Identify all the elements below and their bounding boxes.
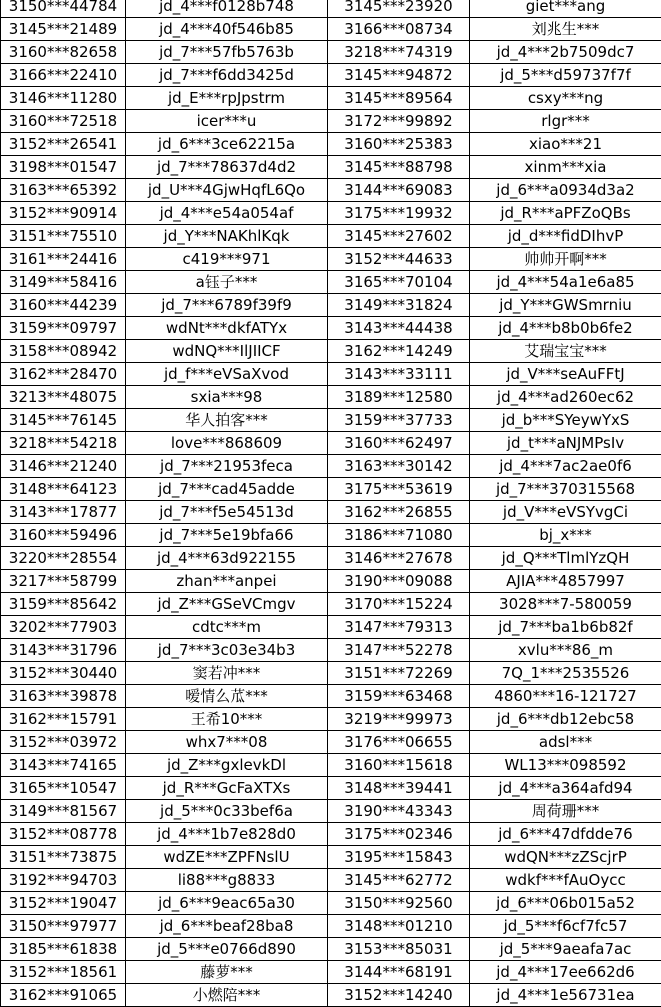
account-cell: jd_R***aPFZoQBs	[470, 202, 661, 225]
phone-cell: 3202***77903	[1, 616, 126, 639]
account-cell: jd_4***54a1e6a85	[470, 271, 661, 294]
phone-cell: 3218***54218	[1, 432, 126, 455]
phone-cell: 3162***15791	[1, 708, 126, 731]
table-row	[1, 547, 661, 570]
account-cell: jd_V***eVSYvgCi	[470, 501, 661, 524]
phone-cell: 3159***63468	[328, 685, 470, 708]
phone-cell: 3145***21489	[1, 18, 126, 41]
table-row	[1, 777, 661, 800]
table-row	[1, 18, 661, 41]
phone-cell: 3146***11280	[1, 87, 126, 110]
account-cell: xvlu***86_m	[470, 639, 661, 662]
phone-cell: 3189***12580	[328, 386, 470, 409]
account-cell: jd_U***4GjwHqfL6Qo	[126, 179, 328, 202]
phone-cell: 3159***37733	[328, 409, 470, 432]
table-row	[1, 731, 661, 754]
phone-cell: 3147***52278	[328, 639, 470, 662]
account-cell: jd_4***7ac2ae0f6	[470, 455, 661, 478]
account-cell: jd_7***6789f39f9	[126, 294, 328, 317]
table-row	[1, 501, 661, 524]
phone-cell: 3152***03972	[1, 731, 126, 754]
phone-cell: 3143***33111	[328, 363, 470, 386]
phone-cell: 3145***94872	[328, 64, 470, 87]
account-cell: jd_4***40f546b85	[126, 18, 328, 41]
account-cell: cdtc***m	[126, 616, 328, 639]
account-cell: jd_6***a0934d3a2	[470, 179, 661, 202]
account-cell: 刘兆生***	[470, 18, 661, 41]
table-row	[1, 961, 661, 984]
account-cell: a钰子***	[126, 271, 328, 294]
phone-cell: 3144***69083	[328, 179, 470, 202]
account-cell: csxy***ng	[470, 87, 661, 110]
table-row	[1, 87, 661, 110]
account-cell: jd_4***ad260ec62	[470, 386, 661, 409]
account-cell: jd_t***aNJMPsIv	[470, 432, 661, 455]
table-row	[1, 593, 661, 616]
account-cell: jd_5***9aeafa7ac	[470, 938, 661, 961]
account-cell: jd_4***f0128b748	[126, 0, 328, 18]
account-cell: jd_7***3c03e34b3	[126, 639, 328, 662]
account-cell: AJIA***4857997	[470, 570, 661, 593]
phone-cell: 3152***14240	[328, 984, 470, 1007]
account-cell: jd_V***seAuFFtJ	[470, 363, 661, 386]
account-cell: whx7***08	[126, 731, 328, 754]
account-cell: jd_4***63d922155	[126, 547, 328, 570]
phone-cell: 3160***25383	[328, 133, 470, 156]
table-row	[1, 248, 661, 271]
account-cell: jd_f***eVSaXvod	[126, 363, 328, 386]
phone-cell: 3145***89564	[328, 87, 470, 110]
account-cell: jd_E***rpJpstrm	[126, 87, 328, 110]
phone-cell: 3172***99892	[328, 110, 470, 133]
phone-cell: 3190***43343	[328, 800, 470, 823]
account-cell: jd_6***06b015a52	[470, 892, 661, 915]
account-cell: xiao***21	[470, 133, 661, 156]
phone-cell: 3143***74165	[1, 754, 126, 777]
account-cell: xinm***xia	[470, 156, 661, 179]
account-cell: 4860***16-121727	[470, 685, 661, 708]
account-cell: adsl***	[470, 731, 661, 754]
table-row	[1, 133, 661, 156]
phone-cell: 3166***08734	[328, 18, 470, 41]
phone-cell: 3175***19932	[328, 202, 470, 225]
table-row	[1, 41, 661, 64]
account-cell: jd_Y***GWSmrniu	[470, 294, 661, 317]
phone-cell: 3163***65392	[1, 179, 126, 202]
phone-cell: 3160***59496	[1, 524, 126, 547]
table-row	[1, 386, 661, 409]
account-cell: jd_6***9eac65a30	[126, 892, 328, 915]
phone-cell: 3220***28554	[1, 547, 126, 570]
phone-cell: 3151***73875	[1, 846, 126, 869]
phone-cell: 3150***92560	[328, 892, 470, 915]
account-cell: wdNt***dkfATYx	[126, 317, 328, 340]
account-cell: 帅帅开啊***	[470, 248, 661, 271]
account-cell: 藤萝***	[126, 961, 328, 984]
account-cell: zhan***anpei	[126, 570, 328, 593]
account-cell: wdZE***ZPFNslU	[126, 846, 328, 869]
account-cell: jd_5***f6cf7fc57	[470, 915, 661, 938]
account-cell: jd_4***1b7e828d0	[126, 823, 328, 846]
phone-cell: 3149***81567	[1, 800, 126, 823]
account-cell: jd_6***47dfdde76	[470, 823, 661, 846]
phone-cell: 3152***19047	[1, 892, 126, 915]
phone-cell: 3163***39878	[1, 685, 126, 708]
account-cell: jd_4***e54a054af	[126, 202, 328, 225]
account-cell: jd_7***5e19bfa66	[126, 524, 328, 547]
table-row	[1, 823, 661, 846]
account-cell: li88***g8833	[126, 869, 328, 892]
account-cell: icer***u	[126, 110, 328, 133]
table-row	[1, 271, 661, 294]
table-row	[1, 110, 661, 133]
account-cell: jd_7***cad45adde	[126, 478, 328, 501]
table-row	[1, 800, 661, 823]
phone-cell: 3160***15618	[328, 754, 470, 777]
account-cell: jd_b***SYeywYxS	[470, 409, 661, 432]
phone-cell: 3165***10547	[1, 777, 126, 800]
account-cell: jd_7***f6dd3425d	[126, 64, 328, 87]
phone-cell: 3145***27602	[328, 225, 470, 248]
account-cell: giet***ang	[470, 0, 661, 18]
account-cell: 窦若冲***	[126, 662, 328, 685]
phone-cell: 3190***09088	[328, 570, 470, 593]
phone-cell: 3153***85031	[328, 938, 470, 961]
phone-cell: 3145***62772	[328, 869, 470, 892]
phone-cell: 3145***76145	[1, 409, 126, 432]
phone-cell: 3162***28470	[1, 363, 126, 386]
account-cell: c419***971	[126, 248, 328, 271]
phone-cell: 3162***26855	[328, 501, 470, 524]
account-cell: jd_6***db12ebc58	[470, 708, 661, 731]
account-cell: 艾瑞宝宝***	[470, 340, 661, 363]
account-cell: jd_5***0c33bef6a	[126, 800, 328, 823]
table-row	[1, 915, 661, 938]
account-cell: jd_Z***GSeVCmgv	[126, 593, 328, 616]
table-row	[1, 179, 661, 202]
table-row	[1, 294, 661, 317]
phone-cell: 3159***85642	[1, 593, 126, 616]
account-cell: jd_Q***TlmlYzQH	[470, 547, 661, 570]
account-cell: jd_Z***gxlevkDl	[126, 754, 328, 777]
table-row	[1, 754, 661, 777]
phone-cell: 3145***23920	[328, 0, 470, 18]
phone-cell: 3151***72269	[328, 662, 470, 685]
phone-cell: 3159***09797	[1, 317, 126, 340]
phone-cell: 3166***22410	[1, 64, 126, 87]
account-cell: WL13***098592	[470, 754, 661, 777]
phone-cell: 3152***26541	[1, 133, 126, 156]
table-row	[1, 455, 661, 478]
table-row	[1, 869, 661, 892]
account-cell: jd_4***1e56731ea	[470, 984, 661, 1007]
phone-cell: 3176***06655	[328, 731, 470, 754]
phone-cell: 3151***75510	[1, 225, 126, 248]
table-row	[1, 363, 661, 386]
phone-cell: 3162***91065	[1, 984, 126, 1007]
phone-cell: 3146***27678	[328, 547, 470, 570]
phone-cell: 3195***15843	[328, 846, 470, 869]
account-cell: wdNQ***IlJIICF	[126, 340, 328, 363]
account-cell: wdkf***fAuOycc	[470, 869, 661, 892]
account-cell: bj_x***	[470, 524, 661, 547]
phone-cell: 3213***48075	[1, 386, 126, 409]
account-cell: jd_7***57fb5763b	[126, 41, 328, 64]
phone-cell: 3152***30440	[1, 662, 126, 685]
phone-cell: 3218***74319	[328, 41, 470, 64]
phone-cell: 3146***21240	[1, 455, 126, 478]
phone-cell: 3149***58416	[1, 271, 126, 294]
phone-cell: 3150***97977	[1, 915, 126, 938]
table-row	[1, 409, 661, 432]
table-row	[1, 478, 661, 501]
table-row	[1, 0, 661, 18]
table-row	[1, 202, 661, 225]
phone-cell: 3198***01547	[1, 156, 126, 179]
phone-cell: 3219***99973	[328, 708, 470, 731]
table-row	[1, 708, 661, 731]
account-cell: jd_7***370315568	[470, 478, 661, 501]
phone-cell: 3158***08942	[1, 340, 126, 363]
table-row	[1, 317, 661, 340]
account-cell: sxia***98	[126, 386, 328, 409]
account-cell: jd_4***17ee662d6	[470, 961, 661, 984]
table-row	[1, 616, 661, 639]
table-row	[1, 225, 661, 248]
account-cell: wdQN***zZScjrP	[470, 846, 661, 869]
table-row	[1, 524, 661, 547]
phone-cell: 3145***88798	[328, 156, 470, 179]
phone-cell: 3185***61838	[1, 938, 126, 961]
phone-cell: 3175***02346	[328, 823, 470, 846]
table-row	[1, 984, 661, 1007]
phone-cell: 3186***71080	[328, 524, 470, 547]
account-cell: jd_4***2b7509dc7	[470, 41, 661, 64]
account-cell: jd_d***fidDIhvP	[470, 225, 661, 248]
winners-table-body	[1, 0, 661, 1007]
account-cell: love***868609	[126, 432, 328, 455]
phone-cell: 3149***31824	[328, 294, 470, 317]
account-cell: jd_6***beaf28ba8	[126, 915, 328, 938]
phone-cell: 3152***18561	[1, 961, 126, 984]
account-cell: rlgr***	[470, 110, 661, 133]
account-cell: 王希10***	[126, 708, 328, 731]
phone-cell: 3160***82658	[1, 41, 126, 64]
table-row	[1, 639, 661, 662]
account-cell: jd_7***78637d4d2	[126, 156, 328, 179]
account-cell: 周荷珊***	[470, 800, 661, 823]
phone-cell: 3143***44438	[328, 317, 470, 340]
phone-cell: 3163***30142	[328, 455, 470, 478]
phone-cell: 3161***24416	[1, 248, 126, 271]
phone-cell: 3160***44239	[1, 294, 126, 317]
phone-cell: 3147***79313	[328, 616, 470, 639]
phone-cell: 3144***68191	[328, 961, 470, 984]
table-row	[1, 156, 661, 179]
account-cell: jd_6***3ce62215a	[126, 133, 328, 156]
phone-cell: 3162***14249	[328, 340, 470, 363]
account-cell: jd_5***d59737f7f	[470, 64, 661, 87]
table-row	[1, 892, 661, 915]
phone-cell: 3217***58799	[1, 570, 126, 593]
phone-cell: 3148***01210	[328, 915, 470, 938]
account-cell: jd_7***f5e54513d	[126, 501, 328, 524]
phone-cell: 3148***39441	[328, 777, 470, 800]
account-cell: jd_7***ba1b6b82f	[470, 616, 661, 639]
table-row	[1, 846, 661, 869]
phone-cell: 3150***44784	[1, 0, 126, 18]
phone-cell: 3160***72518	[1, 110, 126, 133]
account-cell: jd_Y***NAKhlKqk	[126, 225, 328, 248]
phone-cell: 3175***53619	[328, 478, 470, 501]
table-row	[1, 570, 661, 593]
phone-cell: 3160***62497	[328, 432, 470, 455]
account-cell: 3028***7-580059	[470, 593, 661, 616]
table-row	[1, 64, 661, 87]
account-cell: 小燃陪***	[126, 984, 328, 1007]
table-row	[1, 432, 661, 455]
account-cell: jd_R***GcFaXTXs	[126, 777, 328, 800]
account-cell: jd_7***21953feca	[126, 455, 328, 478]
table-row	[1, 685, 661, 708]
table-row	[1, 340, 661, 363]
phone-cell: 3165***70104	[328, 271, 470, 294]
phone-cell: 3152***08778	[1, 823, 126, 846]
phone-cell: 3148***64123	[1, 478, 126, 501]
account-cell: jd_5***e0766d890	[126, 938, 328, 961]
phone-cell: 3152***90914	[1, 202, 126, 225]
account-cell: jd_4***b8b0b6fe2	[470, 317, 661, 340]
table-row	[1, 938, 661, 961]
account-cell: 华人拍客***	[126, 409, 328, 432]
phone-cell: 3170***15224	[328, 593, 470, 616]
phone-cell: 3152***44633	[328, 248, 470, 271]
phone-cell: 3143***17877	[1, 501, 126, 524]
account-cell: 嗳情么苽***	[126, 685, 328, 708]
account-cell: jd_4***a364afd94	[470, 777, 661, 800]
phone-cell: 3192***94703	[1, 869, 126, 892]
phone-cell: 3143***31796	[1, 639, 126, 662]
table-row	[1, 662, 661, 685]
account-cell: 7Q_1***2535526	[470, 662, 661, 685]
